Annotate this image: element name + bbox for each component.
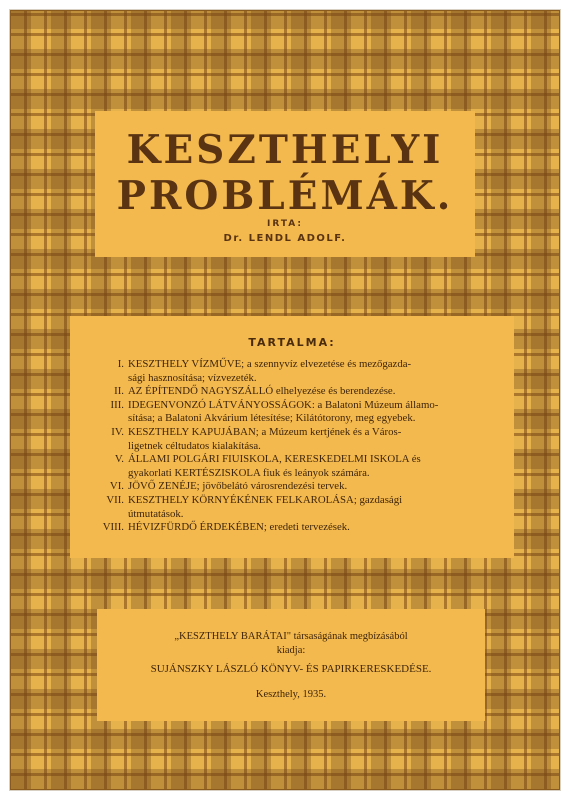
contents-panel [70,316,514,558]
contents-item-text: JÖVŐ ZENÉJE; jövőbelátó városrendezési tervek. [128,480,348,493]
title-panel [95,111,475,257]
title-line-2: PROBLÉMÁK. [116,173,454,219]
contents-item-number [70,440,128,454]
contents-item-number: IV. [111,425,124,438]
contents-item-number [70,372,128,386]
contents-item [70,440,514,454]
publisher-issued-by-line: kiadja: [276,645,306,656]
contents-item [70,521,514,535]
contents-item [70,508,514,522]
contents-item-number: VI. [109,480,124,493]
book-cover [10,10,560,790]
contents-item [70,385,514,399]
contents-item-text: KESZTHELY KAPUJÁBAN; a Múzeum kertjének és a Város- [128,425,402,438]
contents-item-text: KESZTHELY KÖRNYÉKÉNEK FELKAROLÁSA; gazdasági [128,493,403,506]
contents-item-number: VIII. [102,521,124,534]
contents-item-text: HÉVIZFÜRDŐ ÉRDEKÉBEN; eredeti tervezések. [128,521,350,534]
contents-item-number [70,508,128,522]
contents-item-number: II. [114,385,124,398]
publisher-panel [97,609,485,721]
publication-place-year: Keszthely, 1935. [255,689,327,700]
contents-heading: TARTALMA: [248,336,336,349]
contents-list [70,358,514,535]
contents-item-number: VII. [106,493,124,506]
author-name: Dr. LENDL ADOLF. [223,233,347,244]
contents-item-text: AZ ÉPÍTENDŐ NAGYSZÁLLÓ elhelyezése és berendezése. [128,385,396,398]
contents-item [70,399,514,413]
contents-item-number [70,412,128,426]
contents-item-text: útmutatások. [128,507,184,520]
byline-label: IRTA: [266,219,304,229]
contents-item [70,494,514,508]
contents-item-text: KESZTHELY VÍZMŰVE; a szennyvíz elvezetése és mezőgazda- [128,358,412,370]
contents-item [70,372,514,386]
contents-item [70,480,514,494]
publisher-name: SUJÁNSZKY LÁSZLÓ KÖNYV- ÉS PAPIRKERESKEDÉSE. [150,663,432,675]
contents-item-number: III. [110,398,124,411]
contents-item-text: ligetnek céltudatos kialakítása. [128,439,261,452]
contents-item-text: sági hasznosítása; vízvezeték. [128,371,257,384]
contents-item [70,412,514,426]
publisher-commission-line: „KESZTHELY BARÁTAI" társaságának megbízásából [174,631,408,642]
contents-item [70,453,514,467]
contents-item [70,467,514,481]
contents-item-text: IDEGENVONZÓ LÁTVÁNYOSSÁGOK: a Balatoni Múzeum államo- [128,398,439,411]
contents-item [70,426,514,440]
contents-item-number: I. [117,358,124,370]
contents-item-number [70,467,128,481]
contents-item-text: gyakorlati KERTÉSZISKOLA fiuk és leányok számára. [128,466,370,479]
contents-item-number: V. [114,453,124,466]
contents-item-text: ÁLLAMI POLGÁRI FIUISKOLA, KERESKEDELMI ISKOLA és [128,453,421,466]
title-line-1: KESZTHELYI [126,127,444,173]
contents-item [70,358,514,372]
contents-item-text: sítása; a Balatoni Akvárium létesítése; Kilátótorony, meg egyebek. [128,412,416,425]
